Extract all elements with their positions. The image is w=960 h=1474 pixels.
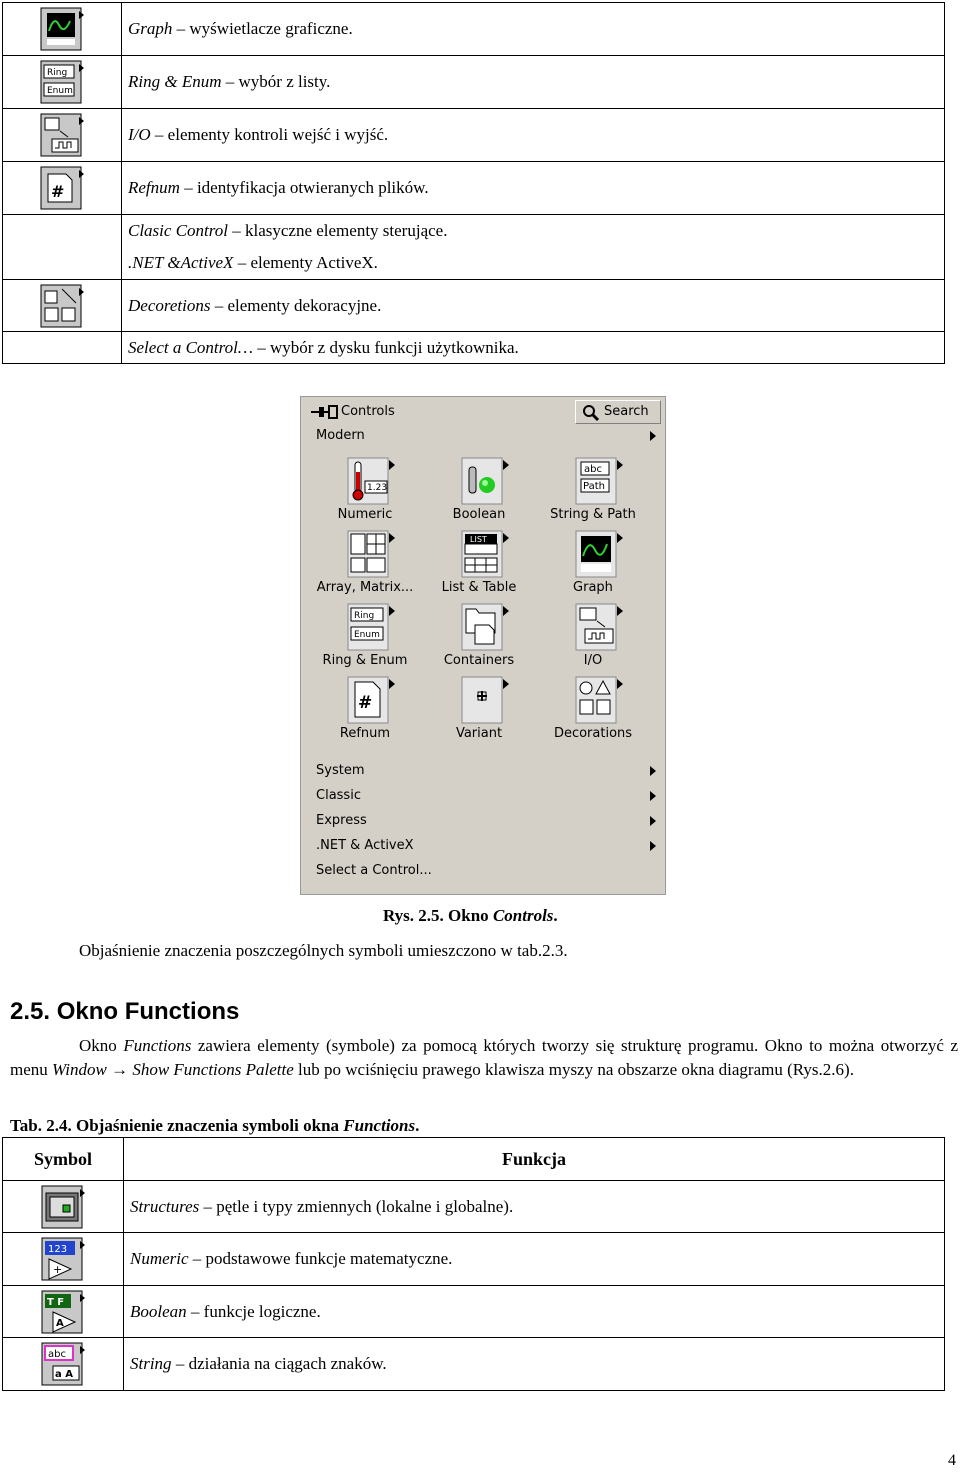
svg-text:LIST: LIST — [470, 535, 487, 544]
item-name: Select a Control… — [128, 337, 253, 357]
item-desc: klasyczne elementy sterujące. — [244, 221, 448, 240]
chevron-right-icon — [650, 816, 656, 826]
function-cell: Clasic Control – klasyczne elementy sterujące. .NET &ActiveX – elementy ActiveX. — [122, 215, 945, 280]
palette-item-ring-enum[interactable]: Ring Enum Ring & Enum — [309, 603, 421, 673]
item-name: Decoretions — [128, 295, 211, 315]
item-name: Refnum — [128, 178, 180, 197]
symbol-cell — [3, 1181, 124, 1233]
symbol-cell — [3, 3, 122, 56]
chevron-right-icon — [650, 841, 656, 851]
refnum-icon — [347, 676, 395, 726]
svg-text:#: # — [51, 182, 65, 201]
structures-icon — [41, 1185, 85, 1229]
item-desc: pętle i typy zmiennych (lokalne i globalne). — [216, 1196, 514, 1216]
item-name: I/O — [128, 125, 151, 144]
controls-table — [2, 2, 945, 364]
symbol-cell — [3, 109, 122, 162]
string-function-icon — [41, 1342, 85, 1386]
graph-icon — [575, 530, 623, 580]
palette-item-list-table[interactable]: LIST List & Table — [423, 530, 535, 600]
table-header-row — [3, 1138, 945, 1181]
io-icon — [575, 603, 623, 653]
function-cell: Select a Control… – wybór z dysku funkcji użytkownika. — [122, 332, 945, 364]
item-name: Boolean — [130, 1301, 187, 1321]
category-classic[interactable]: Classic — [316, 786, 656, 806]
table-caption: Tab. 2.4. Objaśnienie znaczenia symboli okna Functions. — [10, 1116, 420, 1135]
containers-icon — [461, 603, 509, 653]
svg-text:#: # — [358, 693, 373, 713]
decorations-icon — [40, 284, 84, 328]
palette-title: Controls — [341, 404, 395, 419]
function-cell: Numeric – podstawowe funkcje matematyczne. — [124, 1233, 945, 1286]
search-button[interactable] — [575, 400, 661, 424]
svg-text:Ring: Ring — [354, 611, 375, 621]
function-cell: Boolean – funkcje logiczne. — [124, 1286, 945, 1338]
ring-enum-icon — [347, 603, 395, 653]
section-heading: 2.5. Okno Functions — [10, 998, 240, 1025]
table-row — [3, 1286, 945, 1338]
svg-text:abc: abc — [584, 464, 602, 475]
item-desc: funkcje logiczne. — [203, 1301, 321, 1321]
palette-item-boolean[interactable]: Boolean — [423, 457, 535, 527]
controls-palette-window — [300, 396, 666, 895]
svg-text:123: 123 — [48, 1244, 68, 1255]
functions-table — [2, 1137, 945, 1391]
modern-category[interactable]: Modern — [316, 426, 656, 446]
category-net-activex[interactable]: .NET & ActiveX — [316, 836, 656, 856]
chevron-right-icon — [650, 791, 656, 801]
ring-enum-icon — [40, 60, 84, 104]
item-desc: wybór z listy. — [238, 72, 331, 91]
item-desc: elementy dekoracyjne. — [227, 295, 382, 315]
table-row — [3, 162, 945, 215]
table-row — [3, 56, 945, 109]
table-row — [3, 1338, 945, 1391]
variant-icon — [461, 676, 509, 726]
symbol-cell — [3, 1286, 124, 1338]
numeric-function-icon — [41, 1237, 85, 1281]
item-desc: działania na ciągach znaków. — [188, 1354, 387, 1373]
item-desc: elementy ActiveX. — [250, 253, 378, 272]
item-name: Graph — [128, 19, 173, 38]
symbol-cell — [3, 280, 122, 332]
pin-icon[interactable] — [309, 404, 339, 424]
function-cell: String – działania na ciągach znaków. — [124, 1338, 945, 1391]
list-table-icon — [461, 530, 509, 580]
numeric-icon — [347, 457, 395, 507]
header-symbol: Symbol — [3, 1138, 124, 1181]
table-row — [3, 109, 945, 162]
item-name: Ring & Enum — [128, 72, 222, 91]
palette-item-decorations[interactable]: Decorations — [537, 676, 649, 746]
item-name: String — [130, 1354, 172, 1373]
palette-item-string-path[interactable]: abc Path String & Path — [537, 457, 649, 527]
refnum-icon — [40, 166, 84, 210]
io-icon — [40, 113, 84, 157]
function-cell: I/O – elementy kontroli wejść i wyjść. — [122, 109, 945, 162]
search-label: Search — [604, 404, 649, 419]
symbol-cell — [3, 1338, 124, 1391]
palette-item-numeric[interactable]: 1.23 Numeric — [309, 457, 421, 527]
svg-text:Path: Path — [583, 481, 605, 492]
item-name: .NET &ActiveX — [128, 253, 234, 272]
palette-item-array-matrix[interactable]: Array, Matrix... — [309, 530, 421, 600]
array-matrix-icon — [347, 530, 395, 580]
body-paragraph: Okno Functions zawiera elementy (symbole) za pomocą których tworzy się strukturę programu. Okno to można otworzyć z menu Window → Show Functions Palette lub po wciśnięciu prawego klawisza myszy na obszarze okna diagramu (Rys.2.6). — [10, 1036, 959, 1079]
figure-caption: Rys. 2.5. Okno Controls. — [383, 906, 558, 925]
decorations-icon — [575, 676, 623, 726]
function-cell: Refnum – identyfikacja otwieranych plików. — [122, 162, 945, 215]
chevron-right-icon — [650, 766, 656, 776]
symbol-cell — [3, 1233, 124, 1286]
explanation-note: Objaśnienie znaczenia poszczególnych symboli umieszczono w tab.2.3. — [79, 941, 568, 960]
svg-text:Enum: Enum — [47, 86, 73, 96]
item-name: Clasic Control — [128, 221, 228, 240]
header-function: Funkcja — [124, 1138, 945, 1181]
svg-text:abc: abc — [48, 1349, 66, 1360]
function-cell: Graph – wyświetlacze graficzne. — [122, 3, 945, 56]
boolean-icon — [461, 457, 509, 507]
page-number: 4 — [948, 1452, 956, 1469]
svg-text:T F: T F — [47, 1296, 65, 1308]
palette-titlebar — [301, 397, 665, 427]
graph-icon — [40, 7, 84, 51]
table-row — [3, 1181, 945, 1233]
table-row — [3, 215, 945, 280]
table-row — [3, 1233, 945, 1286]
svg-text:a A: a A — [55, 1369, 73, 1380]
item-desc: identyfikacja otwieranych plików. — [196, 178, 429, 197]
palette-item-variant[interactable]: Variant — [423, 676, 535, 746]
symbol-cell — [3, 56, 122, 109]
svg-text:+: + — [53, 1263, 63, 1276]
function-cell: Ring & Enum – wybór z listy. — [122, 56, 945, 109]
symbol-cell — [3, 162, 122, 215]
palette-item-containers[interactable]: Containers — [423, 603, 535, 673]
boolean-function-icon — [41, 1290, 85, 1334]
symbol-cell — [3, 215, 122, 280]
palette-item-refnum[interactable]: # Refnum — [309, 676, 421, 746]
palette-item-io[interactable]: I/O — [537, 603, 649, 673]
item-desc: wyświetlacze graficzne. — [189, 19, 353, 38]
category-select-control[interactable]: Select a Control... — [316, 863, 432, 878]
svg-text:1.23: 1.23 — [367, 483, 388, 493]
palette-item-graph[interactable]: Graph — [537, 530, 649, 600]
table-row — [3, 280, 945, 332]
function-cell: Structures – pętle i typy zmiennych (lokalne i globalne). — [124, 1181, 945, 1233]
category-express[interactable]: Express — [316, 811, 656, 831]
item-desc: wybór z dysku funkcji użytkownika. — [269, 337, 519, 357]
item-name: Numeric — [130, 1249, 189, 1268]
item-desc: podstawowe funkcje matematyczne. — [205, 1249, 453, 1268]
table-row — [3, 3, 945, 56]
category-system[interactable]: System — [316, 761, 656, 781]
chevron-right-icon — [650, 431, 656, 441]
svg-text:Enum: Enum — [354, 630, 380, 640]
svg-text:Ring: Ring — [47, 68, 68, 78]
svg-text:A: A — [56, 1317, 64, 1329]
search-icon — [582, 404, 600, 422]
item-name: Structures — [130, 1196, 200, 1216]
table-row — [3, 332, 945, 364]
function-cell: Decoretions – elementy dekoracyjne. — [122, 280, 945, 332]
symbol-cell — [3, 332, 122, 364]
string-path-icon — [575, 457, 623, 507]
item-desc: elementy kontroli wejść i wyjść. — [167, 125, 389, 144]
